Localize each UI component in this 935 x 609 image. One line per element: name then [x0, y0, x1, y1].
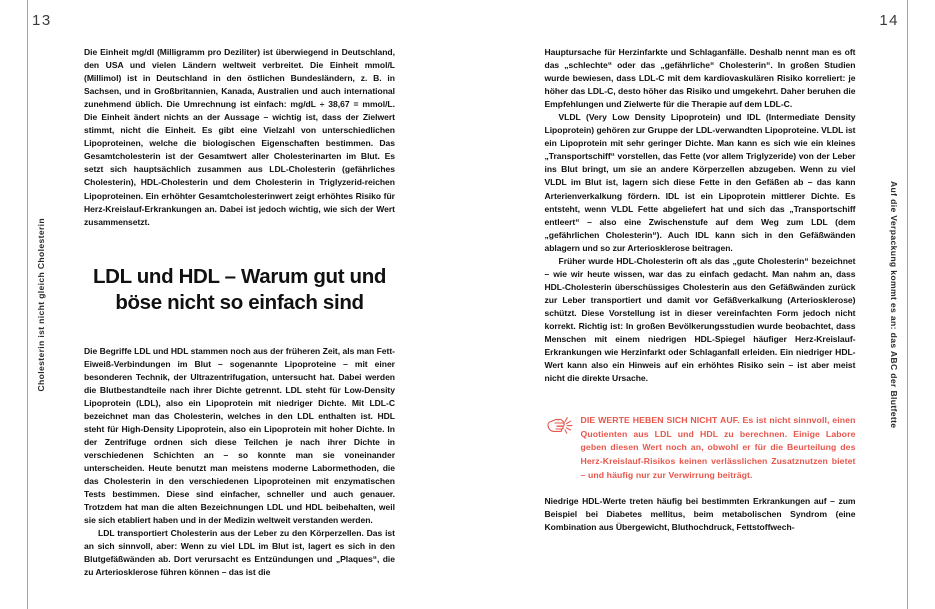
chapter-tab-right-label: Auf die Verpackung kommt es an: das ABC der Blutfette — [889, 180, 899, 429]
right-page-text-column — [545, 46, 856, 534]
paragraph-hdl-good-cholesterol: Früher wurde HDL-Cholesterin oft als das „gute Cholesterin“ bezeichnet – wie wir heute wissen, war das zu einfach gedacht. Man nahm an, dass HDL-Cholesterin überschüssiges Cholesterin aus den Gefäßwänden zurück zur Leber transportiert und damit vor Gefäßverkalkung (Arteriosklerose) schützt. Diese Vorstellung ist in dieser vereinfachten Form jedoch nicht korrekt. Richtig ist: In großen Bevölkerungsstudien wurde beobachtet, dass Menschen mit einem niedrigen HDL-Spiegel häufiger Herz-Kreislauf-Erkrankungen wie Herzinfarkt oder Schlaganfall erleiden. Ein niedriger HDL-Wert kann also ein Hinweis auf ein erhöhtes Risiko sein – ist aber meist nicht die direkte Ursache. — [544, 255, 856, 384]
paragraph-low-hdl-conditions: Niedrige HDL-Werte treten häufig bei bestimmten Erkrankungen auf – zum Beispiel bei Diabetes mellitus, beim metabolischen Syndrom (eine Kombination aus Übergewicht, Bluthochdruck, Fettstoffwech- — [544, 496, 856, 533]
right-page — [468, 0, 935, 609]
paragraph-ldl-hdl-origins: Die Begriffe LDL und HDL stammen noch aus der früheren Zeit, als man Fett-Eiweiß-Verbindungen im Blut – sogenannte Lipoproteine – mit einer besonderen Technik, der Ultrazentrifugation, untersucht hat. Dabei werden die Blutbestandteile nach ihrer Dichte getrennt. LDL steht für Low-Density Lipoprotein (LDL), also ein Lipoprotein mit niedriger Dichte. Mit LDL-C bezeichnet man das Cholesterin, welches in den LDL enthalten ist. HDL steht für High-Density Lipoprotein, also ein Lipoprotein mit hoher Dichte. In der Zentrifuge ordnen sich diese Teilchen je nach ihrer Dichte in verschiedenen Schichten an – so konnte man sie voneinander unterscheiden. Heute benutzt man meistens moderne Labormethoden, die das Cholesterin in den verschiedenen Lipoproteinen mit enzymatischen Tests bestimmen. Diese sind einfacher, schneller und auch genauer. Trotzdem hat man die alten Bezeichnungen LDL und HDL beibehalten, weil sie sich etabliert haben und in der Medizin weltweit verstanden werden. — [84, 345, 395, 526]
page-number-left: 13 — [32, 12, 52, 29]
callout-spacer — [545, 482, 856, 495]
callout-text: DIE WERTE HEBEN SICH NICHT AUF. Es ist nicht sinnvoll, einen Quotienten aus LDL und HDL zu berechnen. Einige Labore geben diesen Wert noch an, obwohl er für die Beurteilung des Herz-Kreislauf-Risikos keinen verlässlichen Zusatznutzen bietet – und häufig nur zur Verwirrung beiträgt. — [580, 415, 856, 480]
chapter-tab-left — [27, 0, 54, 609]
callout-box — [545, 414, 856, 482]
paragraph-vldl-idl: VLDL (Very Low Density Lipoprotein) und IDL (Intermediate Density Lipoprotein) gehören zur Gruppe der LDL-verwandten Lipoproteine. VLDL ist ein Lipoprotein mit sehr geringer Dichte. Man kann es sich wie ein kleines „Transportschiff“ vorstellen, das Fette (vor allem Triglyzeride) von der Leber ins Blut bringt, um sie an andere Körperzellen abzugeben. Wenn zu viel VLDL im Blut ist, lagern sich diese Fette in den Gefäßen ab – das kann Arterienverkalkung fördern. IDL ist ein Lipoprotein mittlerer Dichte. Es entsteht, wenn VLDL Fette abgeliefert hat und sich das „Transportschiff entleert“ – also eine Zwischenstufe auf dem Weg zum LDL (dem „gefährlichen Cholesterin“). Auch IDL kann sich in den Gefäßwänden ablagern und so zur Arteriosklerose beitragen. — [544, 112, 856, 253]
chapter-tab-left-label: Cholesterin ist nicht gleich Cholesterin — [36, 217, 46, 392]
left-page-text-column — [84, 46, 395, 580]
paragraph-units-and-total-cholesterol: Die Einheit mg/dl (Milligramm pro Deziliter) ist überwiegend in Deutschland, den USA und vielen Ländern weltweit verbreitet. Die Einheit mmol/L (Millimol) ist in Deutschland in den östlichen Bundesländern, z. B. in Sachsen, und in Großbritannien, Kanada, Australien und auch international zunehmend üblich. Die Umrechnung ist einfach: mg/dL ÷ 38,67 = mmol/L. Die Einheit ändert nichts an der Aussage – wichtig ist, dass der Zielwert stimmt, nicht die Einheit. Es gibt eine Vielzahl von unterschiedlichen Lipoproteinen, welche die biologischen Eigenschaften bestimmen. Das Gesamtcholesterin ist der Gesamtwert aller Cholesterinarten im Blut. Es setzt sich hauptsächlich zusammen aus LDL-Cholesterin (gefährliches Cholesterin), HDL-Cholesterin und dem Cholesterin in Triglyzerid-reichen Lipoproteinen. Ein erhöhter Gesamtcholesterinwert zeigt erhöhtes Risiko für Herz-Kreislauf-Erkrankungen an. Dabei ist jedoch wichtig, wie sich der Wert zusammensetzt. — [84, 47, 395, 227]
page-number-right: 14 — [879, 12, 899, 29]
heading-block — [84, 264, 395, 316]
paragraph-ldl-risk-correlation: Hauptursache für Herzinfarkte und Schlaganfälle. Deshalb nennt man es oft das „schlechte“ oder das „gefährliche“ Cholesterin“. In großen Studien wurde bewiesen, dass LDL-C mit dem kardiovaskulären Risiko korreliert: je höher das LDL-C, desto höher das Risiko und umgekehrt. Daher beruhen die Empfehlungen und Zielwerte für die Therapie auf dem LDL-C. — [544, 47, 856, 110]
page-title: LDL und HDL – Warum gut und böse nicht so einfach sind — [92, 264, 387, 314]
paragraph-ldl-transport: LDL transportiert Cholesterin aus der Leber zu den Körperzellen. Das ist an sich sinnvoll, aber: Wenn zu viel LDL im Blut ist, lagert es sich in den Blutgefäßwänden ab. Dort verursacht es Entzündungen und „Plaques“, die zu Arteriosklerose führen können – das ist die — [84, 528, 395, 578]
chapter-tab-right — [881, 0, 908, 609]
pointing-hand-icon — [546, 414, 576, 436]
